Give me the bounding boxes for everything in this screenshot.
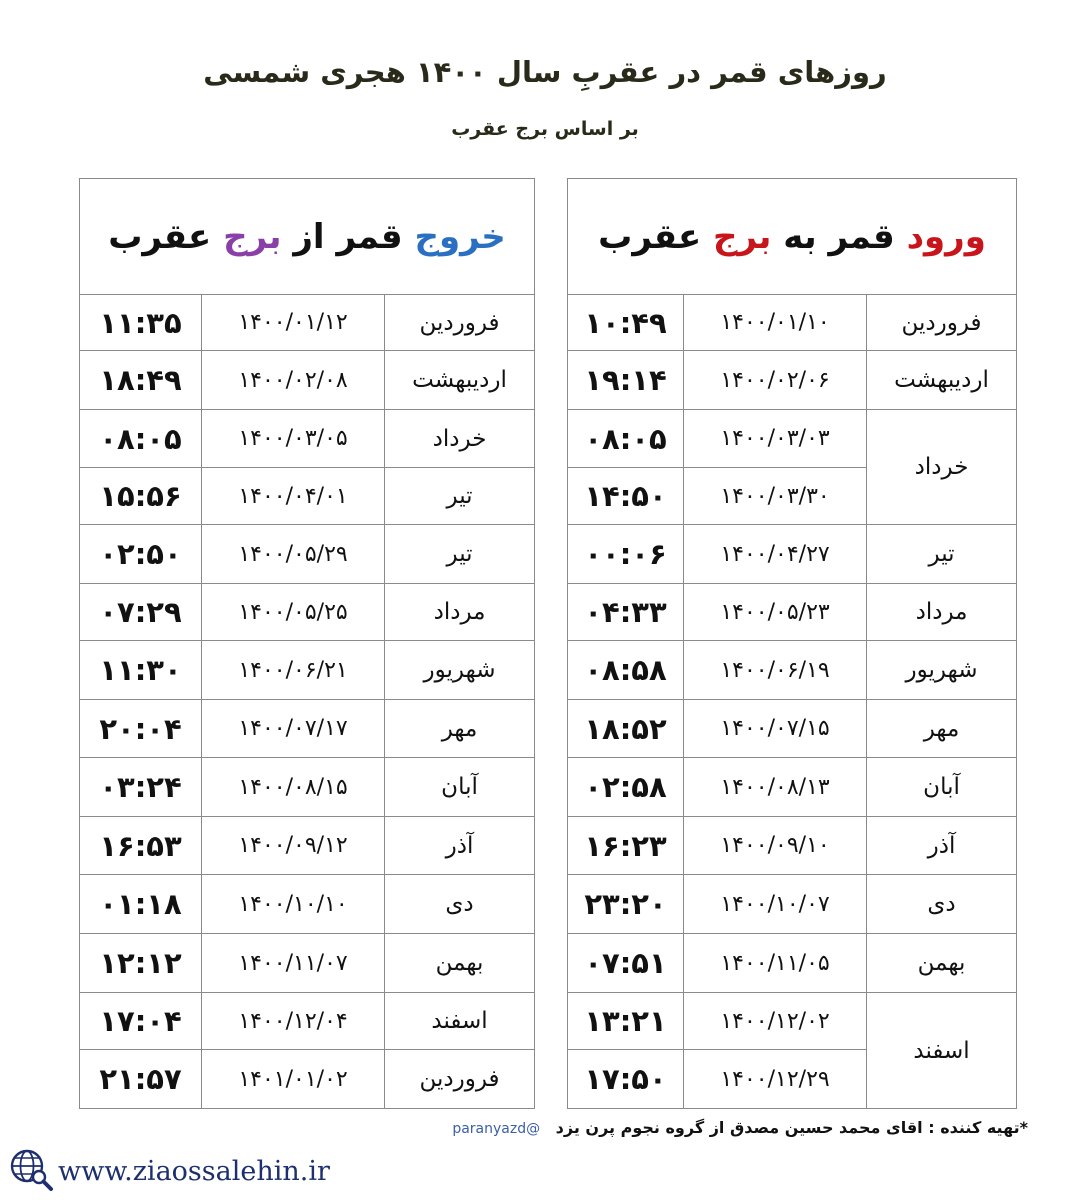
time-cell: ۱۶:۲۳	[568, 817, 684, 875]
table-row	[568, 351, 1017, 410]
time-cell: ۱۲:۱۲	[80, 934, 202, 993]
date-cell: ۱۴۰۰/۰۳/۰۵	[202, 410, 385, 468]
month-cell: مهر	[867, 700, 1017, 758]
month-cell: مرداد	[867, 584, 1017, 641]
month-cell: تیر	[867, 525, 1017, 584]
month-cell: اردیبهشت	[867, 351, 1017, 410]
month-cell: فروردین	[385, 295, 535, 351]
table-row	[568, 295, 1017, 351]
time-cell: ۰۳:۲۴	[80, 758, 202, 817]
date-cell: ۱۴۰۰/۰۱/۱۲	[202, 295, 385, 351]
entry-header-title	[598, 217, 986, 257]
table-row	[568, 584, 1017, 641]
time-cell: ۲۳:۲۰	[568, 875, 684, 934]
date-cell: ۱۴۰۰/۱۲/۲۹	[684, 1050, 867, 1109]
social-handle[interactable]: @paranyazd	[452, 1121, 541, 1137]
page-subtitle: بر اساس برج عقرب	[451, 118, 639, 140]
credit-text: *تهیه کننده : اقای محمد حسین مصدق از گروه نجوم پرن یزد	[555, 1118, 1028, 1137]
time-cell: ۱۱:۳۵	[80, 295, 202, 351]
table-row	[568, 758, 1017, 817]
table-row	[80, 1050, 535, 1109]
table-row	[80, 758, 535, 817]
header-word: به	[783, 216, 817, 257]
exit-table-header	[80, 179, 535, 295]
date-cell: ۱۴۰۰/۰۲/۰۶	[684, 351, 867, 410]
date-cell: ۱۴۰۰/۰۶/۲۱	[202, 641, 385, 700]
table-row	[568, 934, 1017, 993]
date-cell: ۱۴۰۰/۰۸/۱۳	[684, 758, 867, 817]
month-cell: تیر	[385, 468, 535, 525]
month-cell: آبان	[867, 758, 1017, 817]
month-cell: بهمن	[867, 934, 1017, 993]
month-cell: فروردین	[385, 1050, 535, 1109]
table-row	[568, 700, 1017, 758]
table-row	[80, 875, 535, 934]
date-cell: ۱۴۰۰/۰۶/۱۹	[684, 641, 867, 700]
time-cell: ۲۱:۵۷	[80, 1050, 202, 1109]
table-row	[80, 934, 535, 993]
date-cell: ۱۴۰۰/۱۲/۰۲	[684, 993, 867, 1050]
date-cell: ۱۴۰۱/۰۱/۰۲	[202, 1050, 385, 1109]
date-cell: ۱۴۰۰/۰۴/۲۷	[684, 525, 867, 584]
entry-table	[567, 178, 1017, 1109]
time-cell: ۰۸:۰۵	[568, 410, 684, 468]
time-cell: ۱۸:۴۹	[80, 351, 202, 410]
exit-table	[79, 178, 535, 1109]
time-cell: ۱۰:۴۹	[568, 295, 684, 351]
table-row	[80, 700, 535, 758]
date-cell: ۱۴۰۰/۰۹/۱۲	[202, 817, 385, 875]
header-word: خروج	[414, 216, 506, 257]
time-cell: ۱۶:۵۳	[80, 817, 202, 875]
date-cell: ۱۴۰۰/۰۵/۲۳	[684, 584, 867, 641]
month-cell: فروردین	[867, 295, 1017, 351]
date-cell: ۱۴۰۰/۱۱/۰۵	[684, 934, 867, 993]
date-cell: ۱۴۰۰/۰۲/۰۸	[202, 351, 385, 410]
table-row	[568, 817, 1017, 875]
month-cell: آبان	[385, 758, 535, 817]
header-word: قمر	[336, 216, 403, 257]
date-cell: ۱۴۰۰/۰۷/۱۷	[202, 700, 385, 758]
time-cell: ۱۱:۳۰	[80, 641, 202, 700]
header-word: ورود	[906, 216, 986, 257]
entry-table-header	[568, 179, 1017, 295]
month-cell: آذر	[867, 817, 1017, 875]
table-row	[80, 410, 535, 468]
time-cell: ۱۵:۵۶	[80, 468, 202, 525]
time-cell: ۰۸:۰۵	[80, 410, 202, 468]
header-word: عقرب	[598, 216, 702, 257]
month-cell: اردیبهشت	[385, 351, 535, 410]
header-word: عقرب	[108, 216, 212, 257]
header-word: قمر	[828, 216, 895, 257]
time-cell: ۰۱:۱۸	[80, 875, 202, 934]
month-cell: خرداد	[385, 410, 535, 468]
website-url: www.ziaossalehin.ir	[58, 1155, 330, 1187]
page-title: روزهای قمر در عقربِ سال ۱۴۰۰ هجری شمسی	[203, 55, 887, 89]
month-cell: خرداد	[867, 410, 1017, 525]
exit-header-title	[108, 217, 506, 257]
month-cell: شهریور	[385, 641, 535, 700]
table-row	[80, 525, 535, 584]
time-cell: ۰۸:۵۸	[568, 641, 684, 700]
time-cell: ۲۰:۰۴	[80, 700, 202, 758]
table-row	[80, 993, 535, 1050]
date-cell: ۱۴۰۰/۰۳/۳۰	[684, 468, 867, 525]
time-cell: ۰۴:۳۳	[568, 584, 684, 641]
time-cell: ۱۴:۵۰	[568, 468, 684, 525]
time-cell: ۱۷:۰۴	[80, 993, 202, 1050]
time-cell: ۰۲:۵۰	[80, 525, 202, 584]
month-cell: مهر	[385, 700, 535, 758]
date-cell: ۱۴۰۰/۰۵/۲۹	[202, 525, 385, 584]
time-cell: ۰۷:۲۹	[80, 584, 202, 641]
globe-search-icon	[8, 1146, 54, 1196]
table-row	[568, 410, 1017, 468]
table-row	[80, 817, 535, 875]
month-cell: تیر	[385, 525, 535, 584]
table-row	[80, 295, 535, 351]
date-cell: ۱۴۰۰/۰۴/۰۱	[202, 468, 385, 525]
time-cell: ۱۳:۲۱	[568, 993, 684, 1050]
date-cell: ۱۴۰۰/۱۲/۰۴	[202, 993, 385, 1050]
time-cell: ۱۸:۵۲	[568, 700, 684, 758]
date-cell: ۱۴۰۰/۰۵/۲۵	[202, 584, 385, 641]
date-cell: ۱۴۰۰/۰۹/۱۰	[684, 817, 867, 875]
table-row	[80, 641, 535, 700]
time-cell: ۱۷:۵۰	[568, 1050, 684, 1109]
month-cell: دی	[867, 875, 1017, 934]
time-cell: ۰۷:۵۱	[568, 934, 684, 993]
time-cell: ۱۹:۱۴	[568, 351, 684, 410]
table-row	[80, 468, 535, 525]
header-word: برج	[713, 216, 772, 257]
website-link[interactable]	[8, 1148, 330, 1194]
table-row	[80, 351, 535, 410]
month-cell: اسفند	[385, 993, 535, 1050]
header-word: برج	[223, 216, 282, 257]
table-row	[568, 993, 1017, 1050]
footer-credit	[452, 1118, 1028, 1137]
table-row	[80, 584, 535, 641]
header-word: از	[293, 216, 325, 257]
date-cell: ۱۴۰۰/۱۰/۱۰	[202, 875, 385, 934]
date-cell: ۱۴۰۰/۱۱/۰۷	[202, 934, 385, 993]
table-row	[568, 875, 1017, 934]
table-row	[568, 641, 1017, 700]
month-cell: شهریور	[867, 641, 1017, 700]
month-cell: بهمن	[385, 934, 535, 993]
time-cell: ۰۲:۵۸	[568, 758, 684, 817]
month-cell: دی	[385, 875, 535, 934]
date-cell: ۱۴۰۰/۰۱/۱۰	[684, 295, 867, 351]
time-cell: ۰۰:۰۶	[568, 525, 684, 584]
month-cell: اسفند	[867, 993, 1017, 1109]
month-cell: آذر	[385, 817, 535, 875]
date-cell: ۱۴۰۰/۰۷/۱۵	[684, 700, 867, 758]
date-cell: ۱۴۰۰/۱۰/۰۷	[684, 875, 867, 934]
date-cell: ۱۴۰۰/۰۳/۰۳	[684, 410, 867, 468]
table-row	[568, 525, 1017, 584]
month-cell: مرداد	[385, 584, 535, 641]
date-cell: ۱۴۰۰/۰۸/۱۵	[202, 758, 385, 817]
